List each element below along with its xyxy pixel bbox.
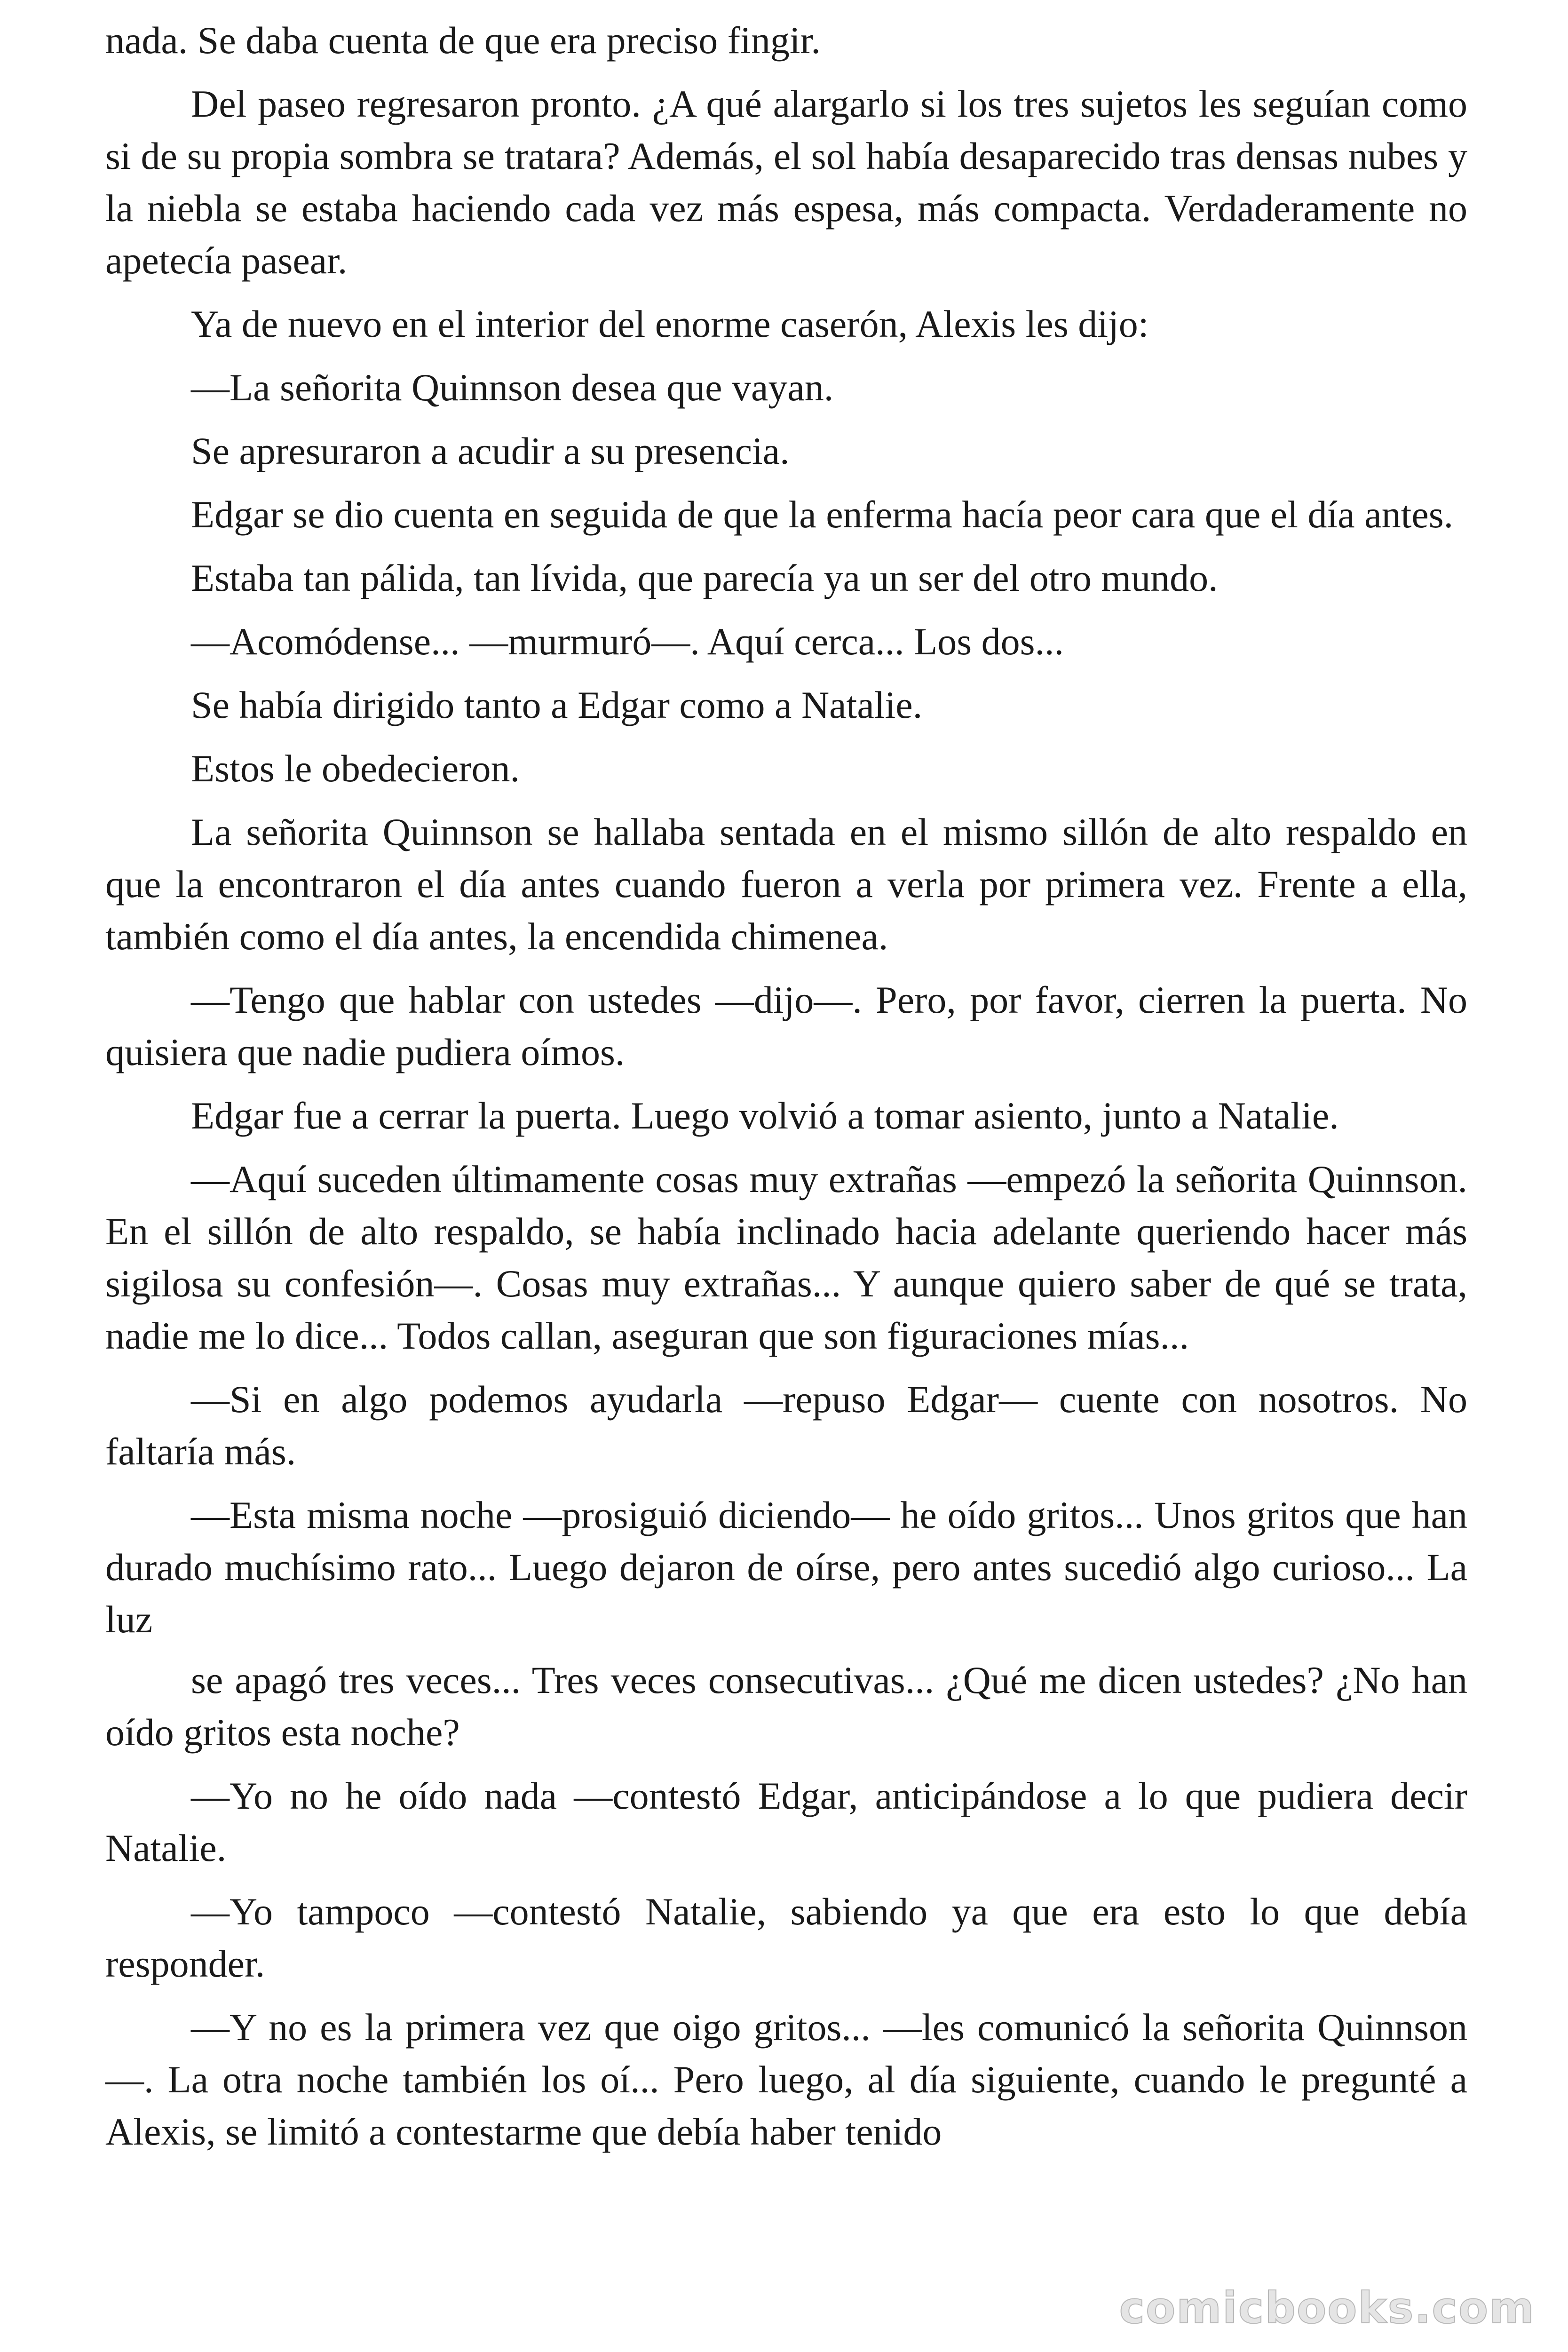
paragraph-17: se apagó tres veces... Tres veces consecutivas... ¿Qué me dicen ustedes? ¿No han oído gritos esta noche? [105,1659,1467,1754]
paragraph-4: —La señorita Quinnson desea que vayan. [191,366,834,409]
paragraph-19: —Yo tampoco —contestó Natalie, sabiendo ya que era esto lo que debía responder. [105,1890,1467,1985]
paragraph-1: nada. Se daba cuenta de que era preciso fingir. [105,19,821,62]
paragraph-9: Se había dirigido tanto a Edgar como a Natalie. [191,683,923,726]
paragraph-16: —Esta misma noche —prosiguió diciendo— he oído gritos... Unos gritos que han durado muchísimo rato... Luego dejaron de oírse, pero antes sucedió algo curioso... La luz [105,1494,1467,1641]
watermark-logo: comicbooks.com [1119,2283,1535,2333]
paragraph-14: —Aquí suceden últimamente cosas muy extrañas —empezó la señorita Quinnson. En el sillón de alto respaldo, se había inclinado hacia adelante queriendo hacer más sigilosa su confesión—. Cosas muy extrañas... Y aunque quiero saber de qué se trata, nadie me lo dice... Todos callan, aseguran que son figuraciones mías... [105,1158,1467,1357]
paragraph-5: Se apresuraron a acudir a su presencia. [191,429,790,472]
paragraph-7: Estaba tan pálida, tan lívida, que parecía ya un ser del otro mundo. [191,556,1218,599]
paragraph-11: La señorita Quinnson se hallaba sentada en el mismo sillón de alto respaldo en que la encontraron el día antes cuando fueron a verla por primera vez. Frente a ella, también como el día antes, la encendida chimenea. [105,810,1467,958]
paragraph-20: —Y no es la primera vez que oigo gritos... —les comunicó la señorita Quinnson—. La otra noche también los oí... Pero luego, al día siguiente, cuando le pregunté a Alexis, se limitó a contestarme que debía haber tenido [105,2006,1467,2153]
paragraph-10: Estos le obedecieron. [191,747,520,790]
paragraph-8: —Acomódense... —murmuró—. Aquí cerca... Los dos... [191,620,1064,663]
paragraph-18: —Yo no he oído nada —contestó Edgar, anticipándose a lo que pudiera decir Natalie. [105,1774,1467,1869]
paragraph-15: —Si en algo podemos ayudarla —repuso Edgar— cuente con nosotros. No faltaría más. [105,1378,1467,1473]
paragraph-13: Edgar fue a cerrar la puerta. Luego volvió a tomar asiento, junto a Natalie. [191,1094,1339,1137]
document-page [105,14,1467,2169]
paragraph-6: Edgar se dio cuenta en seguida de que la enferma hacía peor cara que el día antes. [191,493,1454,536]
paragraph-12: —Tengo que hablar con ustedes —dijo—. Pero, por favor, cierren la puerta. No quisiera que nadie pudiera oímos. [105,978,1467,1073]
paragraph-2: Del paseo regresaron pronto. ¿A qué alargarlo si los tres sujetos les seguían como si de su propia sombra se tratara? Además, el sol había desaparecido tras densas nubes y la niebla se estaba haciendo cada vez más espesa, más compacta. Verdaderamente no apetecía pasear. [105,82,1467,282]
paragraph-3: Ya de nuevo en el interior del enorme caserón, Alexis les dijo: [191,302,1149,345]
